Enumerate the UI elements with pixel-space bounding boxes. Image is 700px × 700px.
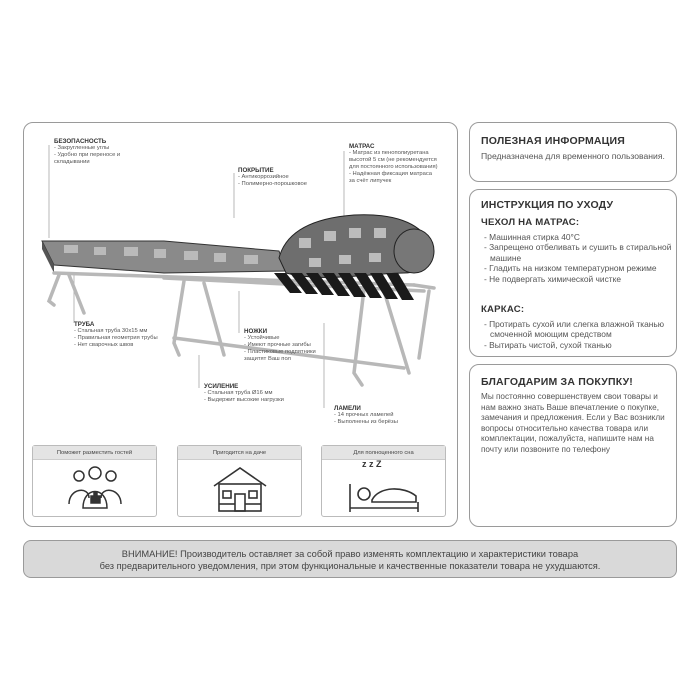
feature-card-guests (32, 445, 157, 517)
zzz-text: z z Z (362, 459, 382, 469)
frame-title: КАРКАС: (481, 304, 525, 315)
list-item: - Вытирать чистой, сухой тканью (484, 340, 674, 350)
feature-caption: Поможет разместить гостей (33, 446, 156, 460)
cover-title: ЧЕХОЛ НА МАТРАС: (481, 217, 580, 228)
thanks-text: Мы постоянно совершенствуем свои товары и нам важно знать Ваше впечатление о покупке, замечания и предложения. Если у Вас возникли вопросы относительно качества товара или комплектации, пожалуйста, напишите нам на почту или позвоните по телефону (481, 392, 665, 454)
label-legs: НОЖКИ - Устойчивые - Имеют прочные загибы - Пластиковые подпятники защитят Ваш пол (244, 328, 334, 363)
sleep-icon (344, 464, 424, 514)
label-tube: ТРУБА - Стальная труба 30х15 мм - Правильная геометрия трубы - Нет сварочных швов (74, 321, 164, 349)
feature-caption: Пригодится на даче (178, 446, 301, 460)
care-title: ИНСТРУКЦИЯ ПО УХОДУ (481, 199, 614, 211)
useful-info-panel (469, 122, 677, 182)
feature-card-house (177, 445, 302, 517)
thanks-title: БЛАГОДАРИМ ЗА ПОКУПКУ! (481, 376, 633, 388)
frame-care-list (484, 319, 674, 350)
label-safety: БЕЗОПАСНОСТЬ - Закругленные углы - Удобно при переносе и складывании (54, 138, 129, 166)
label-mattress: МАТРАС - Матрас из пенополиуретана высотой 5 см (не рекомендуется для постоянного использования) - Надёжная фиксация матраса за счёт липучек (349, 143, 439, 185)
house-icon (210, 464, 270, 514)
list-item: - Запрещено отбеливать и сушить в стиральной машине (484, 242, 674, 263)
info-title: ПОЛЕЗНАЯ ИНФОРМАЦИЯ (481, 135, 626, 147)
notice-line-2: без предварительного уведомления, при этом функциональные и качественные показатели товара не ухудшаются. (99, 561, 601, 571)
feature-card-sleep (321, 445, 446, 517)
list-item: - Машинная стирка 40°С (484, 232, 674, 242)
info-text: Предназначена для временного пользования. (481, 151, 665, 161)
guests-icon (65, 464, 125, 514)
label-slats: ЛАМЕЛИ - 14 прочных ламелей - Выполнены из берёзы (334, 405, 419, 426)
notice-line-1: ВНИМАНИЕ! Производитель оставляет за собой право изменять комплектацию и характеристики товара (121, 549, 579, 559)
feature-caption: Для полноценного сна (322, 446, 445, 460)
thanks-panel (469, 364, 677, 527)
label-coating: ПОКРЫТИЕ - Антикоррозийное - Полимерно-порошковое (238, 167, 308, 188)
notice-banner (23, 540, 677, 578)
list-item: - Гладить на низком температурном режиме (484, 263, 674, 273)
care-instructions-panel (469, 189, 677, 357)
list-item: - Не подвергать химической чистке (484, 274, 674, 284)
label-reinforcement: УСИЛЕНИЕ - Стальная труба Ø16 мм - Выдержит высокие нагрузки (204, 383, 304, 404)
cover-care-list (484, 232, 674, 284)
list-item: - Протирать сухой или слегка влажной тканью смоченной моющим средством (484, 319, 674, 340)
